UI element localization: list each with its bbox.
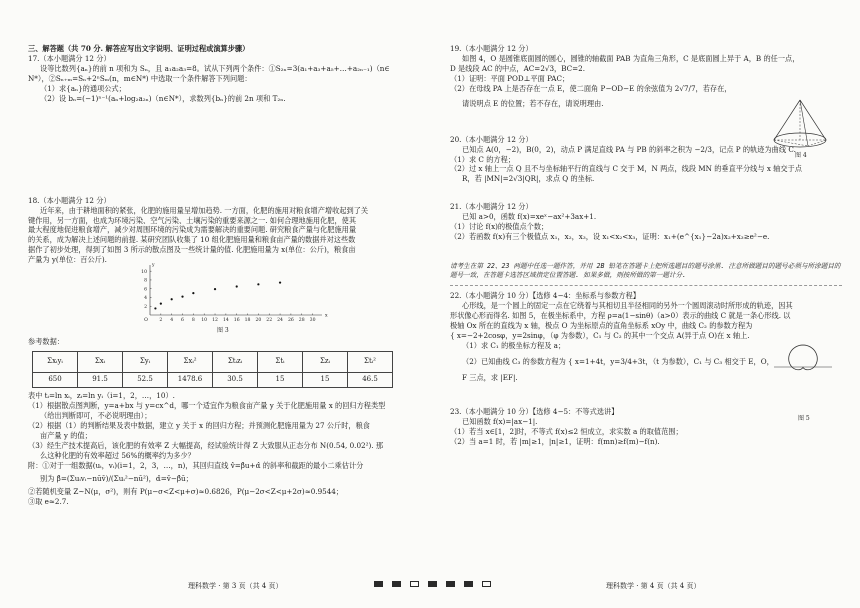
x-tick-label: 20 [255, 318, 262, 324]
table-cell: 46.5 [348, 373, 393, 388]
table-value-row [33, 373, 393, 388]
y-tick-label: 6 [144, 287, 147, 293]
table-cell: 91.5 [78, 373, 123, 388]
table-header-row [33, 352, 393, 373]
q23-heading: 23.（本小题满分 10 分）【选修 4−5：不等式选讲】 [450, 406, 619, 416]
figure-3-caption: 图 3 [217, 327, 229, 335]
data-point [257, 283, 259, 285]
data-point [160, 303, 162, 305]
figure-5-caption: 图 5 [798, 415, 810, 423]
q21-line: （2）若函数 f(x)有三个极值点 x₁，x₂，x₃，设 x₁<x₂<x₃，证明：x₁+(e^{x₁}−2a)x₂+x₃≥e²−e. [450, 232, 770, 242]
q22-line: 形状像心形而得名. 如图 5，在极坐标系中，方程 ρ=a(1−sinθ)（a>0）表示的曲线 C 就是一条心形线. 以 [450, 311, 791, 321]
table-header-cell: Σtᵢ² [348, 352, 393, 373]
q20-line: 已知点 A(0，−2)，B(0，2)，动点 P 满足直线 PA 与 PB 的斜率之积为 −2/3，记点 P 的轨迹为曲线 C. [462, 144, 796, 154]
y-tick-label: 8 [144, 278, 147, 284]
question-17 [28, 54, 400, 104]
figure-4-caption: 图 4 [795, 152, 807, 159]
q18-line: （给出判断即可，不必说明理由）； [40, 411, 152, 420]
q22-line: { x=−2+2cosφ，y=2sinφ，（φ 为参数），C₁ 与 C₂ 的其中一个交点 A(异于点 O)在 x 轴上. [450, 331, 750, 340]
y-axis-label: y [152, 263, 155, 269]
table-header-cell: Σtᵢzᵢ [213, 352, 258, 373]
q18-line: （3）经生产技术提高后，该化肥的有效率 Z 大幅提高，经试验统计得 Z 大致服从正态分布 N(0.54, 0.02²). 那 [28, 440, 384, 450]
q20-heading: 20.（本小题满分 12 分） [450, 134, 533, 144]
q18-line: （2）根据（1）的判断结果及表中数据，建立 y 关于 x 的回归方程；并预测化肥施用量为 27 公斤时，粮食 [28, 420, 370, 430]
x-tick-label: 8 [191, 318, 195, 324]
table-cell: 650 [33, 373, 78, 388]
table-header-cell: Σzᵢ [303, 352, 348, 373]
x-tick-label: 28 [298, 318, 305, 324]
right-page [430, 0, 860, 608]
q19-line: 请说明点 E 的位置；若不存在，请说明理由. [462, 98, 604, 108]
table-cell: 30.5 [213, 373, 258, 388]
x-tick-label: 2 [159, 318, 163, 324]
q17-line: （2）设 bₙ=(−1)ⁿ⁻¹(aₙ+log₂a₂ₙ)（n∈N*），求数列{bₙ}的前 2n 项和 T₂ₙ. [40, 93, 286, 103]
q21-line: （1）讨论 f(x)的极值点个数； [450, 222, 549, 232]
table-header-cell: Σyᵢ [123, 352, 168, 373]
table-header-cell: Σxᵢyᵢ [33, 352, 78, 373]
q22-line: 心形线，是一个圆上的固定一点在它绕着与其相切且半径相同的另外一个圆周滚动时所形成的轨迹，因其 [462, 301, 793, 311]
data-point [181, 296, 183, 298]
q18-line: 键作用，另一方面，也成为环境污染、空气污染、土壤污染的重要来源之一. 如何合理地施用化肥，使其 [28, 215, 357, 225]
data-point [279, 282, 281, 284]
data-point [236, 286, 238, 288]
x-tick-label: 16 [233, 318, 240, 324]
data-point [171, 298, 173, 300]
q21-line: 已知 a>0，函数 f(x)=xeˣ−ax²+3ax+1. [462, 212, 597, 222]
table-cell: 15 [303, 373, 348, 388]
q18-line: （1）根据散点图判断，y=a+bx 与 y=cx^d，哪一个适宜作为粮食亩产量 y 关于化肥施用量 x 的回归方程类型 [28, 401, 386, 411]
table-header-cell: Σxᵢ [78, 352, 123, 373]
left-page-footer: 理科数学 · 第 3 页（共 4 页） [188, 582, 283, 590]
q19-line: （1）证明：平面 POD⊥平面 PAC； [450, 73, 570, 83]
elective-notice: 请考生在第 22、23 两题中任选一题作答，并用 2B 铅笔在答题卡上把所选题目的题号涂黑. 注意所做题目的题号必须与所涂题目的题号一致，在答题卡选答区域指定位置答题. 如果多做，则按所做的第一题计分. [450, 262, 841, 280]
x-tick-label: 26 [287, 318, 294, 324]
cone-figure [770, 96, 830, 154]
right-column [450, 44, 842, 447]
q23-line: （2）当 a=1 时，若 |m|≥1，|n|≥1，证明：f(mn)≥f(m)−f(n). [450, 436, 660, 446]
q22-line: （2）已知曲线 C₃ 的参数方程为 { x=1+4t，y=3/4+3t，（t 为参数），C₁ 与 C₃ 相交于 E，O， [462, 356, 774, 366]
x-tick-label: 30 [309, 318, 316, 324]
table-cell: 52.5 [123, 373, 168, 388]
q18-line: ③取 e≈2.7. [28, 496, 69, 506]
q18-line: 别为 β̂=(Σuᵢvᵢ−nūv̄)/(Σuᵢ²−nū²)，α̂=v̄−β̂ū； [40, 473, 193, 483]
y-tick-label: 10 [141, 269, 147, 275]
q18-heading: 18.（本小题满分 12 分） [28, 195, 111, 205]
data-point [192, 292, 194, 294]
q20-line: （2）过 x 轴上一点 Q 且不与坐标轴平行的直线与 C 交于 M，N 两点，线段 MN 的垂直平分线与 x 轴交于点 [450, 164, 802, 174]
x-tick-label: O [144, 318, 148, 324]
x-tick-label: 22 [266, 318, 273, 324]
q21-heading: 21.（本小题满分 12 分） [450, 202, 533, 212]
x-tick-label: 12 [212, 318, 218, 324]
x-axis-label: x [325, 313, 328, 319]
q19-heading: 19.（本小题满分 12 分） [450, 44, 533, 53]
page-mark [374, 581, 383, 587]
q22-line: 极轴 Ox 所在的直线为 x 轴，极点 O 为坐标原点的直角坐标系 xOy 中，曲线 C₂ 的参数方程为 [450, 321, 753, 331]
x-tick-label: 10 [201, 318, 208, 324]
table-header-cell: Σxᵢ² [168, 352, 213, 373]
y-tick-label: 2 [144, 305, 147, 311]
q22-line: （1）求 C₁ 的极坐标方程及 a； [462, 340, 566, 350]
q20-line: R，若 |MN|=2√3|QR|，求点 Q 的坐标. [462, 174, 595, 184]
q18-line: ②若随机变量 Z~N(μ，σ²)，则有 P(μ−σ<Z<μ+σ)≈0.6826，P(μ−2σ<Z<μ+2σ)≈0.9544； [28, 486, 344, 496]
page-mark [410, 581, 419, 587]
q18-line: 么这种化肥的有效率超过 56%的概率约为多少？ [40, 450, 195, 460]
cardioid-figure [772, 355, 834, 413]
x-tick-label: 24 [277, 318, 283, 324]
q19-line: 如图 4，O 是圆锥底面圆的圆心，圆锥的轴截面 PAB 为直角三角形，C 是底面圆上异于 A，B 的任一点， [462, 53, 800, 63]
q22-line: F 三点，求 |EF|. [462, 372, 518, 382]
page-mark [392, 581, 401, 587]
question-21 [450, 202, 842, 242]
y-tick-label: 4 [144, 296, 147, 302]
q19-line: D 是线段 AC 的中点，AC=2√3，BC=2. [450, 63, 586, 73]
table-header-cell: Σtᵢ [258, 352, 303, 373]
x-tick-label: 14 [222, 318, 229, 324]
right-page-footer: 理科数学 · 第 4 页（共 4 页） [606, 582, 701, 590]
section-title: 三、解答题（共 70 分. 解答应写出文字说明、证明过程或演算步骤） [28, 44, 250, 53]
q17-line: 设等比数列{aₙ}的前 n 项和为 Sₙ，且 a₁a₂a₃=8。试从下列两个条件：①S₂ₙ=3(a₁+a₃+a₅+…+a₂ₙ₋₁)（n∈ [40, 63, 390, 73]
q18-line: 近年来，由于耕地面积的紧张，化肥的施用量呈增加趋势. 一方面，化肥的施用对粮食增产增收起到了关 [40, 205, 369, 215]
q18-line: 产量为 y(单位：百公斤). [28, 255, 107, 265]
q23-line: 已知函数 f(x)=|ax−1|. [462, 416, 538, 426]
q18-line: 的关系，成为解决上述问题的前提. 某研究团队收集了 10 组化肥施用量和粮食亩产量的数据并对这些数 [28, 235, 356, 245]
x-tick-label: 6 [181, 318, 184, 324]
reference-data-label: 参考数据： [28, 337, 64, 347]
q20-line: （1）求 C 的方程； [450, 154, 515, 164]
q17-heading: 17.（本小题满分 12 分） [28, 53, 111, 63]
q19-line: （2）在母线 PA 上是否存在一点 E，使二面角 P−OD−E 的余弦值为 2√7/7，若存在， [450, 83, 732, 93]
q18-line: 最大程度地促进粮食增产，减少对周围环境的污染成为需要解决的重要问题. 研究粮食产量与化肥施用量 [28, 225, 357, 235]
q17-line: N*），②Sₙ₊ₘ=Sₙ+2ⁿSₘ(n，m∈N*) 中选取一个条件解答下列问题： [28, 73, 252, 83]
q17-line: （1）求{aₙ}的通项公式； [40, 83, 126, 93]
q18-line: 据作了初步处理，得到了如图 3 所示的散点图及一些统计量的值. 化肥施用量为 x(单位：公斤)，粮食亩 [28, 245, 356, 255]
q18-line: 表中 tᵢ=ln xᵢ，zᵢ=ln yᵢ（i=1，2，…，10）. [28, 391, 175, 401]
data-point [214, 288, 216, 290]
q22-heading: 22.（本小题满分 10 分）【选修 4−4：坐标系与参数方程】 [450, 291, 640, 301]
question-18 [28, 196, 400, 507]
reference-data-table [32, 351, 393, 388]
scatter-plot [136, 265, 326, 327]
q23-line: （1）若当 x∈[1，2]时，不等式 f(x)≤2 恒成立，求实数 a 的取值范围； [450, 426, 683, 436]
divider [450, 285, 842, 286]
table-cell: 1478.6 [168, 373, 213, 388]
data-point [154, 308, 156, 310]
q18-line: 附：①对于一组数据(uᵢ，vᵢ)(i=1，2，3，…，n)，其回归直线 v̂=β̂u+α̂ 的斜率和截距的最小二乘估计分 [28, 460, 364, 470]
q18-line: 亩产量 y 的值； [40, 430, 92, 440]
scatter-figure [28, 265, 400, 337]
table-cell: 15 [258, 373, 303, 388]
x-tick-label: 4 [170, 318, 174, 324]
x-tick-label: 18 [244, 318, 251, 324]
left-column [28, 44, 400, 506]
